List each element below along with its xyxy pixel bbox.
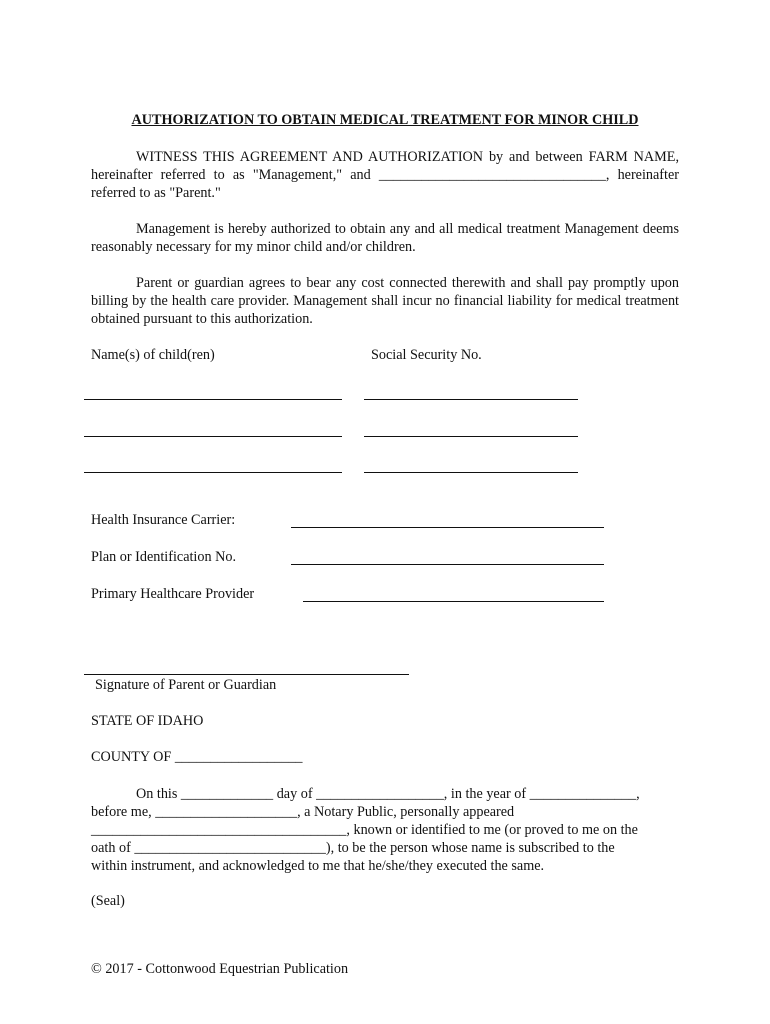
- authorization-text: Management is hereby authorized to obtain any and all medical treatment Management deems reasonably necessary for my minor child and/or children.: [91, 221, 679, 256]
- notary-line-2: before me, ____________________, a Notary Public, personally appeared: [91, 804, 515, 820]
- notary-line-5: within instrument, and acknowledged to me that he/she/they executed the same.: [91, 858, 545, 874]
- witness-paragraph: [91, 148, 679, 203]
- notary-line-3: ____________________________________, known or identified to me (or proved to me on the: [91, 822, 638, 838]
- cost-text: Parent or guardian agrees to bear any cost connected therewith and shall pay promptly upon billing by the health care provider. Management shall incur no financial liability for medical treatment obtained pursuant to this authorization.: [91, 275, 679, 328]
- child-name-line-2[interactable]: [84, 436, 342, 437]
- ssn-header: Social Security No.: [371, 347, 482, 363]
- county-line: COUNTY OF __________________: [91, 749, 303, 765]
- cost-paragraph: [91, 274, 679, 329]
- ssn-line-2[interactable]: [364, 436, 578, 437]
- notary-line-1: On this _____________ day of __________________, in the year of _______________,: [136, 786, 640, 802]
- child-name-line-3[interactable]: [84, 472, 342, 473]
- plan-id-label: Plan or Identification No.: [91, 549, 236, 565]
- signature-label: Signature of Parent or Guardian: [95, 677, 277, 693]
- ssn-line-1[interactable]: [364, 399, 578, 400]
- authorization-paragraph: [91, 220, 679, 256]
- primary-provider-line[interactable]: [303, 601, 604, 602]
- document-title: AUTHORIZATION TO OBTAIN MEDICAL TREATMENT FOR MINOR CHILD: [131, 112, 639, 128]
- insurance-carrier-line[interactable]: [291, 527, 604, 528]
- insurance-carrier-label: Health Insurance Carrier:: [91, 512, 236, 528]
- state-line: STATE OF IDAHO: [91, 713, 204, 729]
- child-name-header: Name(s) of child(ren): [91, 347, 215, 363]
- plan-id-line[interactable]: [291, 564, 604, 565]
- primary-provider-label: Primary Healthcare Provider: [91, 586, 255, 602]
- signature-line[interactable]: [84, 674, 409, 675]
- ssn-line-3[interactable]: [364, 472, 578, 473]
- notary-line-4: oath of ___________________________), to be the person whose name is subscribed to the: [91, 840, 615, 856]
- witness-text: WITNESS THIS AGREEMENT AND AUTHORIZATION by and between FARM NAME, hereinafter referred to as "Management," and ________________________________, hereinafter referred to as "Parent.": [91, 149, 679, 202]
- seal-label: (Seal): [91, 893, 125, 909]
- copyright-footer: © 2017 - Cottonwood Equestrian Publication: [91, 961, 349, 977]
- child-name-line-1[interactable]: [84, 399, 342, 400]
